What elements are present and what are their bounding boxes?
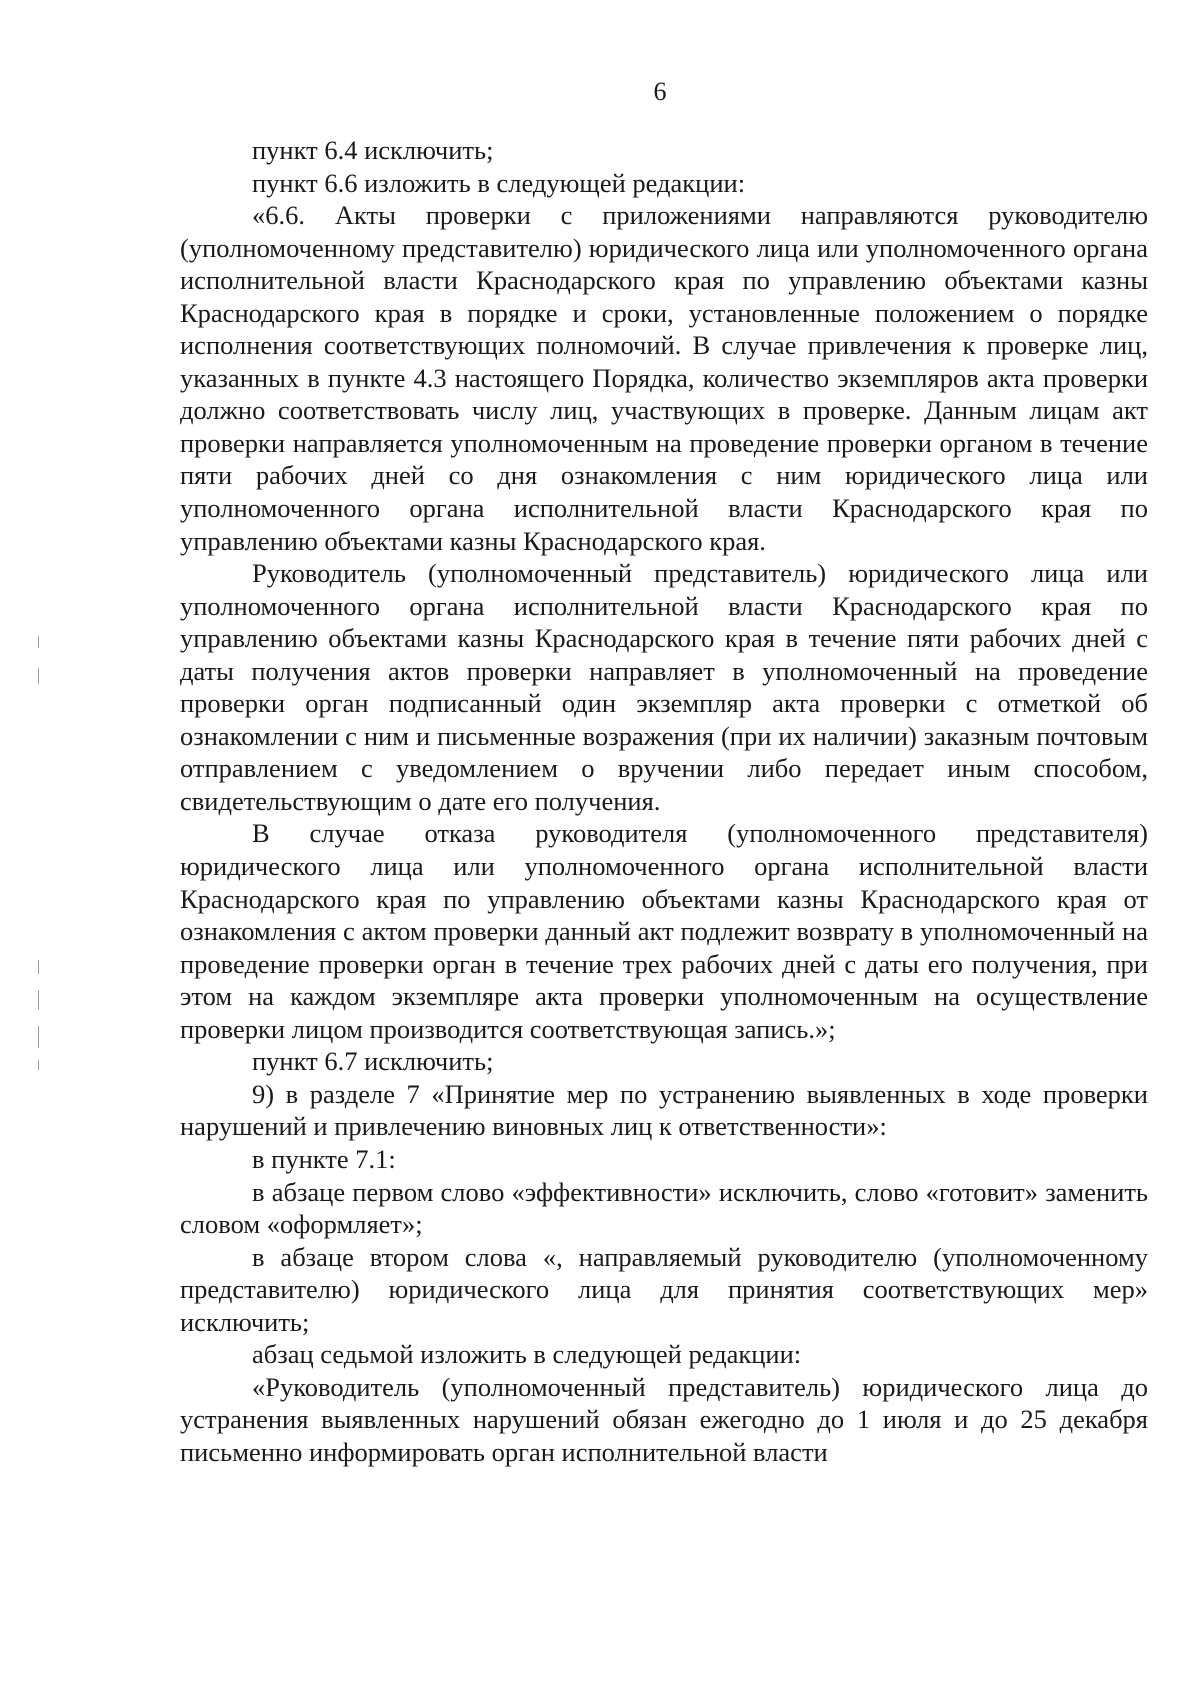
paragraph-2: пункт 6.6 изложить в следующей редакции:: [252, 167, 746, 198]
paragraph-7: 9) в разделе 7 «Принятие мер по устранению выявленных в ходе проверки нарушений и привлечению виновных лиц к ответственности»:: [180, 1078, 1148, 1142]
paragraph-5: В случае отказа руководителя (уполномоченного представителя) юридического лица или уполномоченного органа исполнительной власти Краснодарского края по управлению объектами казны Краснодарского края от ознакомления с актом проверки данный акт подлежит возврату в уполномоченный на проведение проверки орган в течение трех рабочих дней с даты его получения, при этом на каждом экземпляре акта проверки уполномоченным на осуществление проверки лицом производится соответствующая запись.»;: [180, 818, 1148, 1044]
scan-artifact-mark: [38, 636, 39, 648]
paragraph-11: абзац седьмой изложить в следующей редакции:: [252, 1339, 802, 1370]
scan-artifact-mark: [38, 668, 39, 684]
paragraph-4: Руководитель (уполномоченный представитель) юридического лица или уполномоченного органа исполнительной власти Краснодарского края по управлению объектами казны Краснодарского края в течение пяти рабочих дней с даты получения актов проверки направляет в уполномоченный на проведение проверки орган подписанный один экземпляр акта проверки с отметкой об ознакомлении с ним и письменные возражения (при их наличии) заказным почтовым отправлением с уведомлением о вручении либо передает иным способом, свидетельствующим о дате его получения.: [180, 558, 1148, 816]
scan-artifact-mark: [38, 960, 39, 974]
paragraph-1: пункт 6.4 исключить;: [252, 135, 494, 165]
scan-artifact-mark: [38, 1026, 39, 1048]
scan-artifact-mark: [38, 1060, 39, 1070]
paragraph-8: в пункте 7.1:: [252, 1143, 396, 1174]
paragraph-10: в абзаце втором слова «, направляемый руководителю (уполномоченному представителю) юридического лица для принятия соответствующих мер» исключить;: [180, 1241, 1148, 1337]
page-number: 6: [653, 77, 667, 106]
document-body: [180, 134, 1148, 1468]
scan-artifact-mark: [38, 990, 39, 1010]
paragraph-6: пункт 6.7 исключить;: [252, 1046, 494, 1077]
paragraph-3: «6.6. Акты проверки с приложениями направляются руководителю (уполномоченному представителю) юридического лица или уполномоченного органа исполнительной власти Краснодарского края по управлению объектами казны Краснодарского края в порядке и сроки, установленные положением о порядке исполнения соответствующих полномочий. В случае привлечения к проверке лиц, указанных в пункте 4.3 настоящего Порядка, количество экземпляров акта проверки должно соответствовать числу лиц, участвующих в проверке. Данным лицам акт проверки направляется уполномоченным на проведение проверки органом в течение пяти рабочих дней со дня ознакомления с ним юридического лица или уполномоченного органа исполнительной власти Краснодарского края по управлению объектами казны Краснодарского края.: [180, 200, 1148, 556]
paragraph-12: «Руководитель (уполномоченный представитель) юридического лица до устранения выявленных нарушений обязан ежегодно до 1 июля и до 25 декабря письменно информировать орган исполнительной власти: [180, 1371, 1148, 1467]
paragraph-9: в абзаце первом слово «эффективности» исключить, слово «готовит» заменить словом «оформляет»;: [180, 1176, 1148, 1240]
